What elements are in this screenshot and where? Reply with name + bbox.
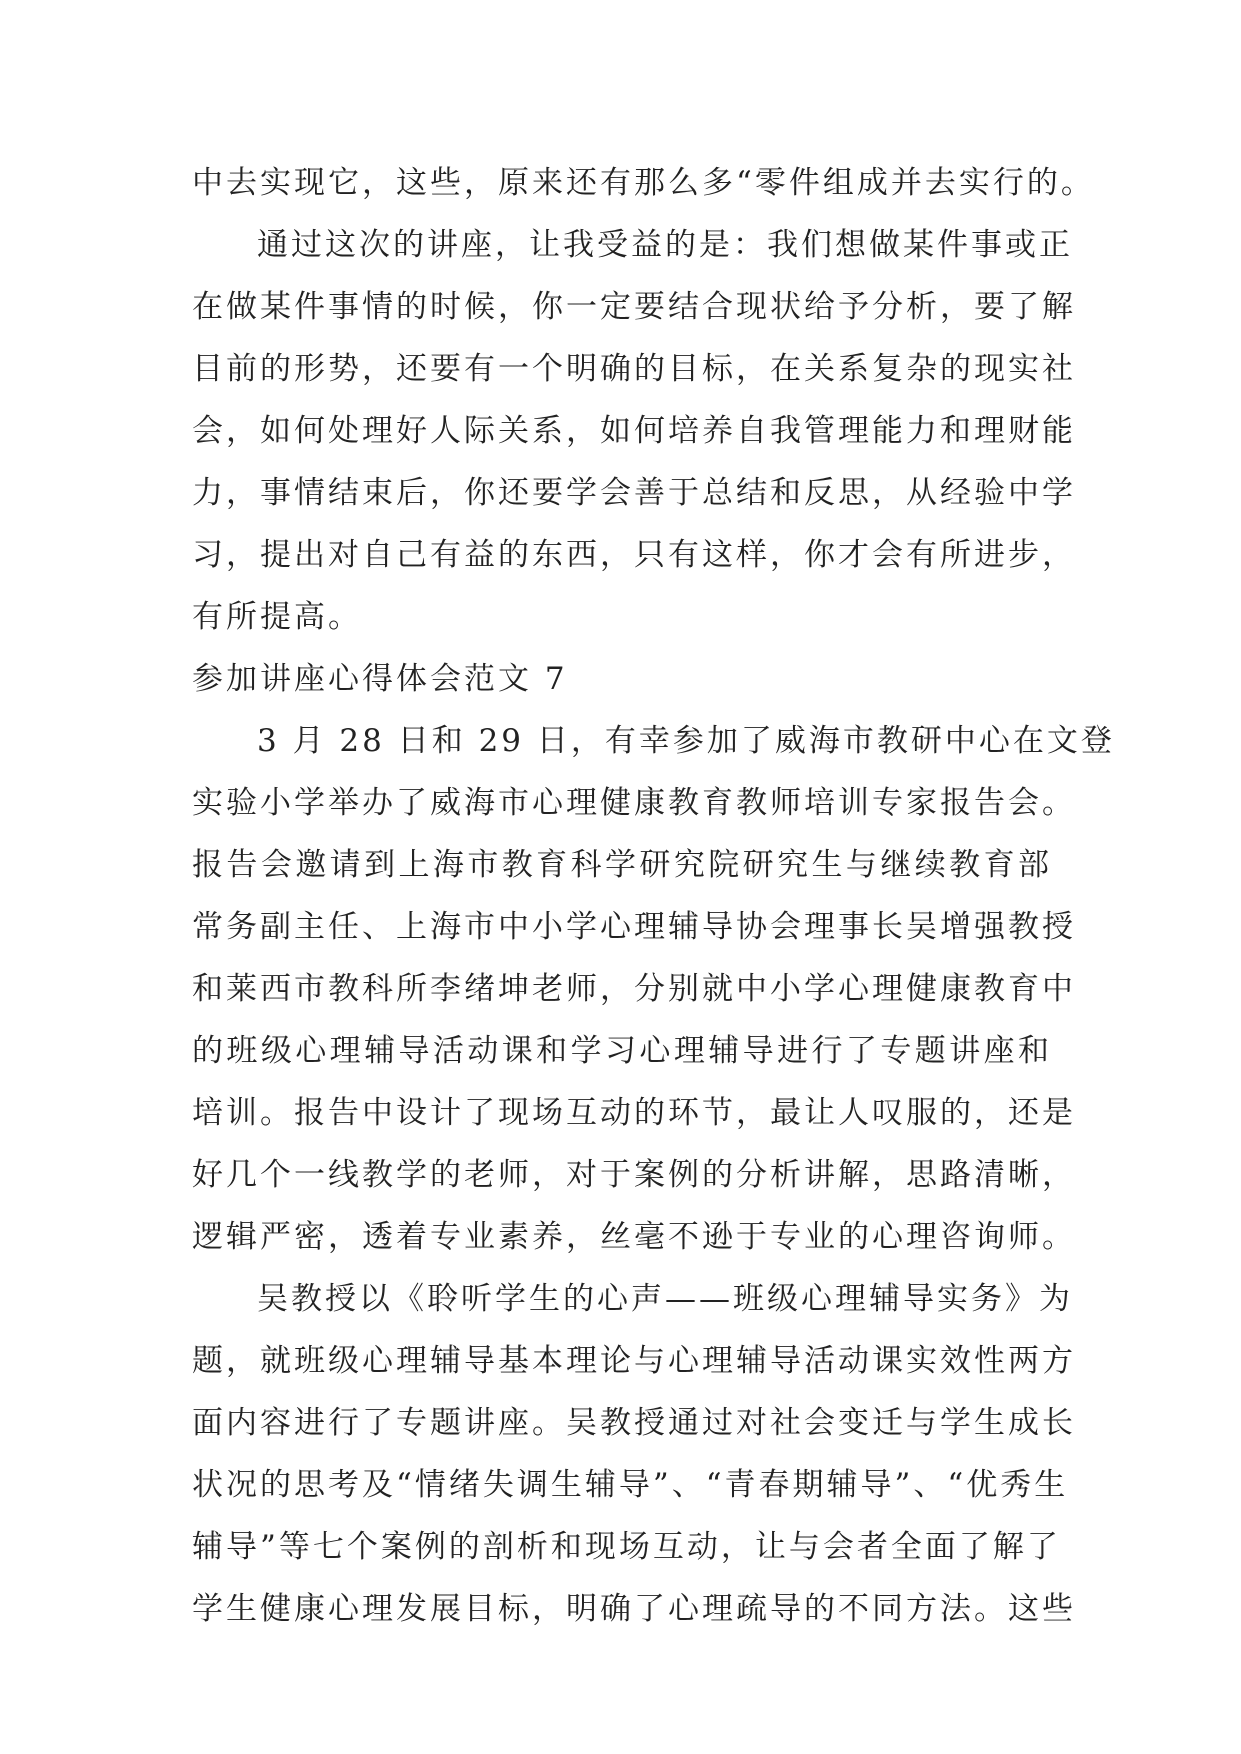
text-line: 状况的思考及“情绪失调生辅导”、“青春期辅导”、“优秀生 — [192, 1467, 1069, 1503]
text-line: 报告会邀请到上海市教育科学研究院研究生与继续教育部 — [192, 847, 1052, 883]
paragraph — [192, 710, 1115, 1268]
document-body — [192, 152, 1115, 1640]
paragraph — [192, 152, 1095, 214]
text-line: 常务副主任、上海市中小学心理辅导协会理事长吴增强教授 — [192, 909, 1076, 945]
text-line: 会，如何处理好人际关系，如何培养自我管理能力和理财能 — [192, 413, 1076, 449]
text-line: 好几个一线教学的老师，对于案例的分析讲解，思路清晰， — [192, 1157, 1076, 1193]
paragraph — [192, 214, 1076, 648]
text-line: 3 月 28 日和 29 日，有幸参加了威海市教研中心在文登 — [257, 723, 1115, 759]
section-heading — [192, 648, 1052, 710]
text-line: 的班级心理辅导活动课和学习心理辅导进行了专题讲座和 — [192, 1033, 1052, 1069]
text-line: 有所提高。 — [192, 599, 362, 635]
paragraph — [192, 1268, 1076, 1640]
text-line: 和莱西市教科所李绪坤老师，分别就中小学心理健康教育中 — [192, 971, 1076, 1007]
text-line: 习，提出对自己有益的东西，只有这样，你才会有所进步， — [192, 537, 1076, 573]
text-line: 力，事情结束后，你还要学会善于总结和反思，从经验中学 — [192, 475, 1076, 511]
text-line: 培训。报告中设计了现场互动的环节，最让人叹服的，还是 — [192, 1095, 1076, 1131]
text-line: 面内容进行了专题讲座。吴教授通过对社会变迁与学生成长 — [192, 1405, 1076, 1441]
text-line: 在做某件事情的时候，你一定要结合现状给予分析，要了解 — [192, 289, 1076, 325]
text-line: 中去实现它，这些，原来还有那么多“零件组成并去实行的。 — [192, 165, 1095, 201]
text-line: 学生健康心理发展目标，明确了心理疏导的不同方法。这些 — [192, 1591, 1076, 1627]
text-line: 目前的形势，还要有一个明确的目标，在关系复杂的现实社 — [192, 351, 1076, 387]
text-line: 吴教授以《聆听学生的心声——班级心理辅导实务》为 — [257, 1281, 1073, 1317]
text-line: 辅导”等七个案例的剖析和现场互动，让与会者全面了解了 — [192, 1529, 1061, 1565]
text-line: 逻辑严密，透着专业素养，丝毫不逊于专业的心理咨询师。 — [192, 1219, 1076, 1255]
text-line: 题，就班级心理辅导基本理论与心理辅导活动课实效性两方 — [192, 1343, 1076, 1379]
heading-text: 参加讲座心得体会范文 7 — [192, 661, 568, 697]
text-line: 通过这次的讲座，让我受益的是：我们想做某件事或正 — [257, 227, 1073, 263]
text-line: 实验小学举办了威海市心理健康教育教师培训专家报告会。 — [192, 785, 1076, 821]
